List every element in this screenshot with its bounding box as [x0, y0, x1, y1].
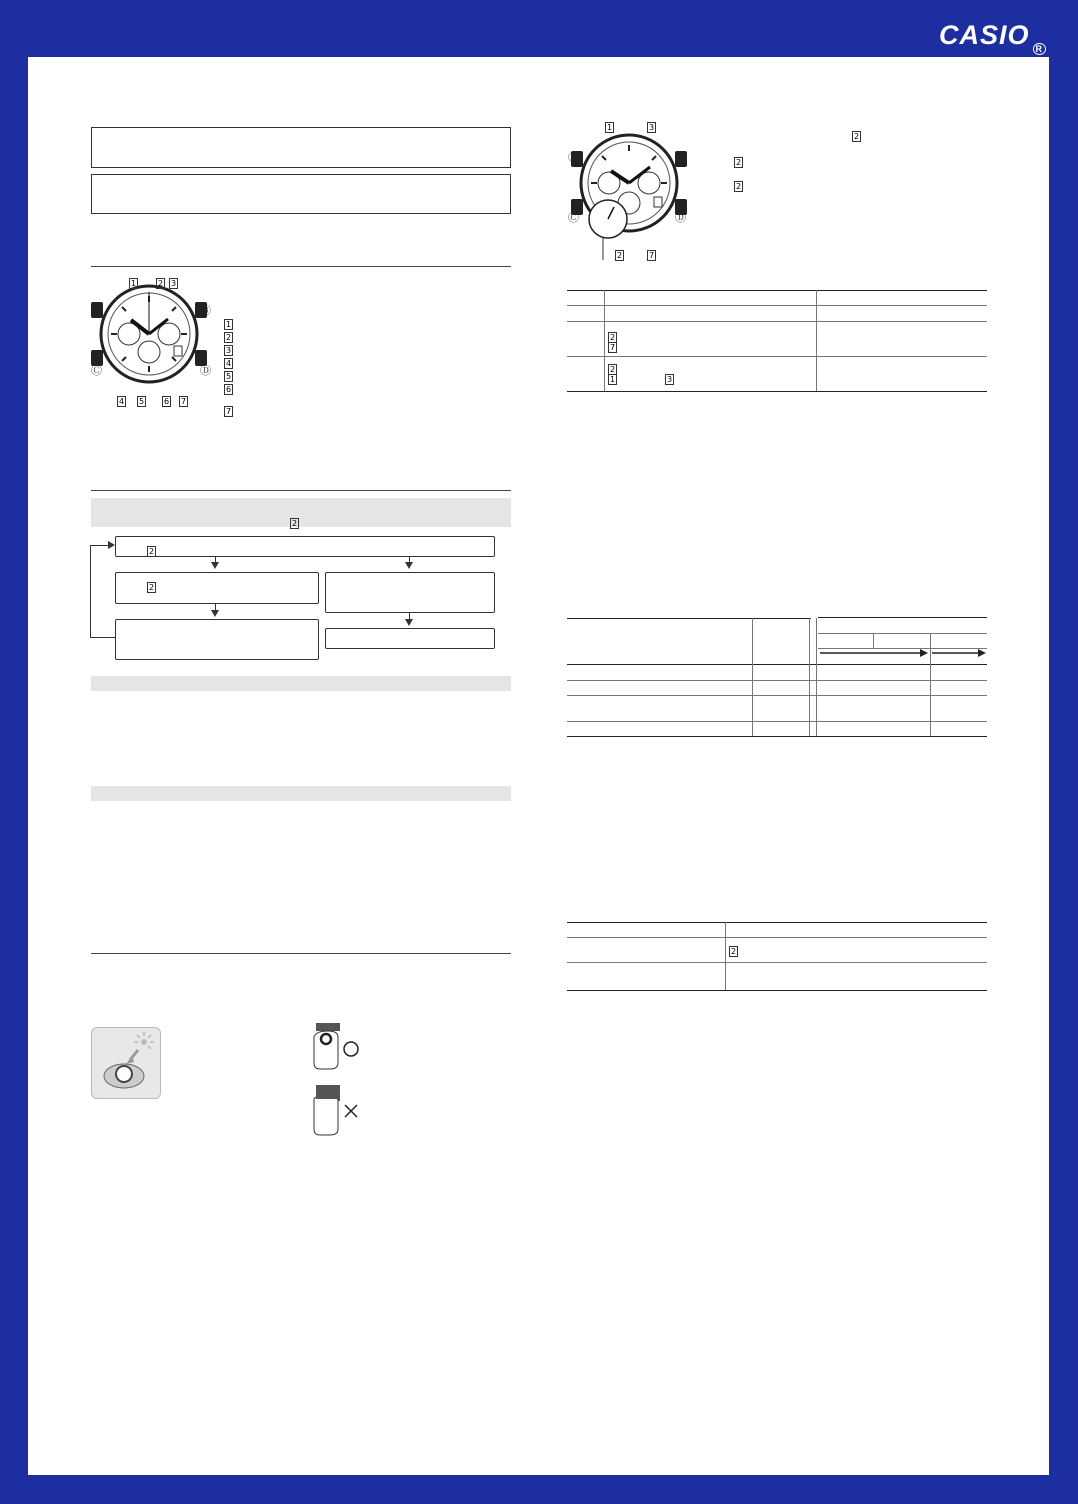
flow-box-left-1	[115, 572, 319, 604]
button-d-label: Ⓓ	[200, 365, 211, 377]
notice-box-1	[91, 127, 511, 168]
wrist-correct-icon	[308, 1023, 368, 1083]
subsection-bar-2	[91, 786, 511, 801]
flow-arrow-3	[211, 610, 219, 617]
right-button-b: Ⓑ	[675, 152, 686, 164]
section-bar-marker: 2	[291, 519, 298, 528]
right-note-marker-1: 2	[853, 132, 860, 141]
t1-r2-marker-b: 7	[609, 343, 616, 352]
right-button-d: Ⓓ	[675, 212, 686, 224]
t1-r3-marker-a: 2	[609, 365, 616, 374]
t1-r3-marker-c: 3	[666, 375, 673, 384]
button-c-label: Ⓒ	[91, 365, 102, 377]
button-b-label: Ⓑ	[200, 305, 211, 317]
flow-box-right-1	[325, 572, 495, 613]
callout-1: 1	[130, 279, 137, 288]
callout-6: 6	[163, 397, 170, 406]
right-callout-2: 2	[616, 251, 623, 260]
callout-5: 5	[138, 397, 145, 406]
flow-arrow-4	[405, 619, 413, 626]
table2-arrows	[820, 647, 990, 659]
wrist-incorrect-icon	[308, 1085, 368, 1145]
flow-top-marker: 2	[148, 547, 155, 556]
flow-left-marker: 2	[148, 583, 155, 592]
watch-diagram-left	[86, 272, 246, 402]
right-callout-3: 3	[648, 123, 655, 132]
watch-diagram-right	[566, 127, 726, 262]
callout-2: 2	[157, 279, 164, 288]
section-divider-2	[91, 490, 511, 491]
light-exposure-icon	[91, 1027, 161, 1099]
flow-box-top	[115, 536, 495, 557]
flow-box-left-2	[115, 619, 319, 660]
t1-r2-marker-a: 2	[609, 333, 616, 342]
page-sheet	[28, 57, 1049, 1475]
legend-3: 3	[225, 346, 232, 355]
right-callout-7: 7	[648, 251, 655, 260]
right-note-marker-2: 2	[735, 158, 742, 167]
flow-arrow-2	[405, 562, 413, 569]
section-divider-3	[91, 953, 511, 954]
flow-loop-line	[90, 545, 91, 637]
legend-1: 1	[225, 320, 232, 329]
section-header-bar	[91, 498, 511, 527]
legend-5: 5	[225, 372, 232, 381]
callout-7: 7	[180, 397, 187, 406]
right-button-a: Ⓐ	[568, 152, 579, 164]
right-note-marker-3: 2	[735, 182, 742, 191]
legend-6: 6	[225, 385, 232, 394]
button-a-label: Ⓐ	[91, 305, 102, 317]
right-button-c: Ⓒ	[568, 212, 579, 224]
t1-r3-marker-b: 1	[609, 375, 616, 384]
legend-4: 4	[225, 359, 232, 368]
flow-arrow-1	[211, 562, 219, 569]
notice-box-2	[91, 174, 511, 214]
legend-2: 2	[225, 333, 232, 342]
section-divider	[91, 266, 511, 267]
legend-7: 7	[225, 407, 232, 416]
subsection-bar-1	[91, 676, 511, 691]
flow-box-right-2	[325, 628, 495, 649]
t3-r1-marker: 2	[730, 947, 737, 956]
callout-3: 3	[170, 279, 177, 288]
right-callout-1: 1	[606, 123, 613, 132]
casio-logo: CASIO $^R$	[939, 20, 1046, 54]
callout-4: 4	[118, 397, 125, 406]
